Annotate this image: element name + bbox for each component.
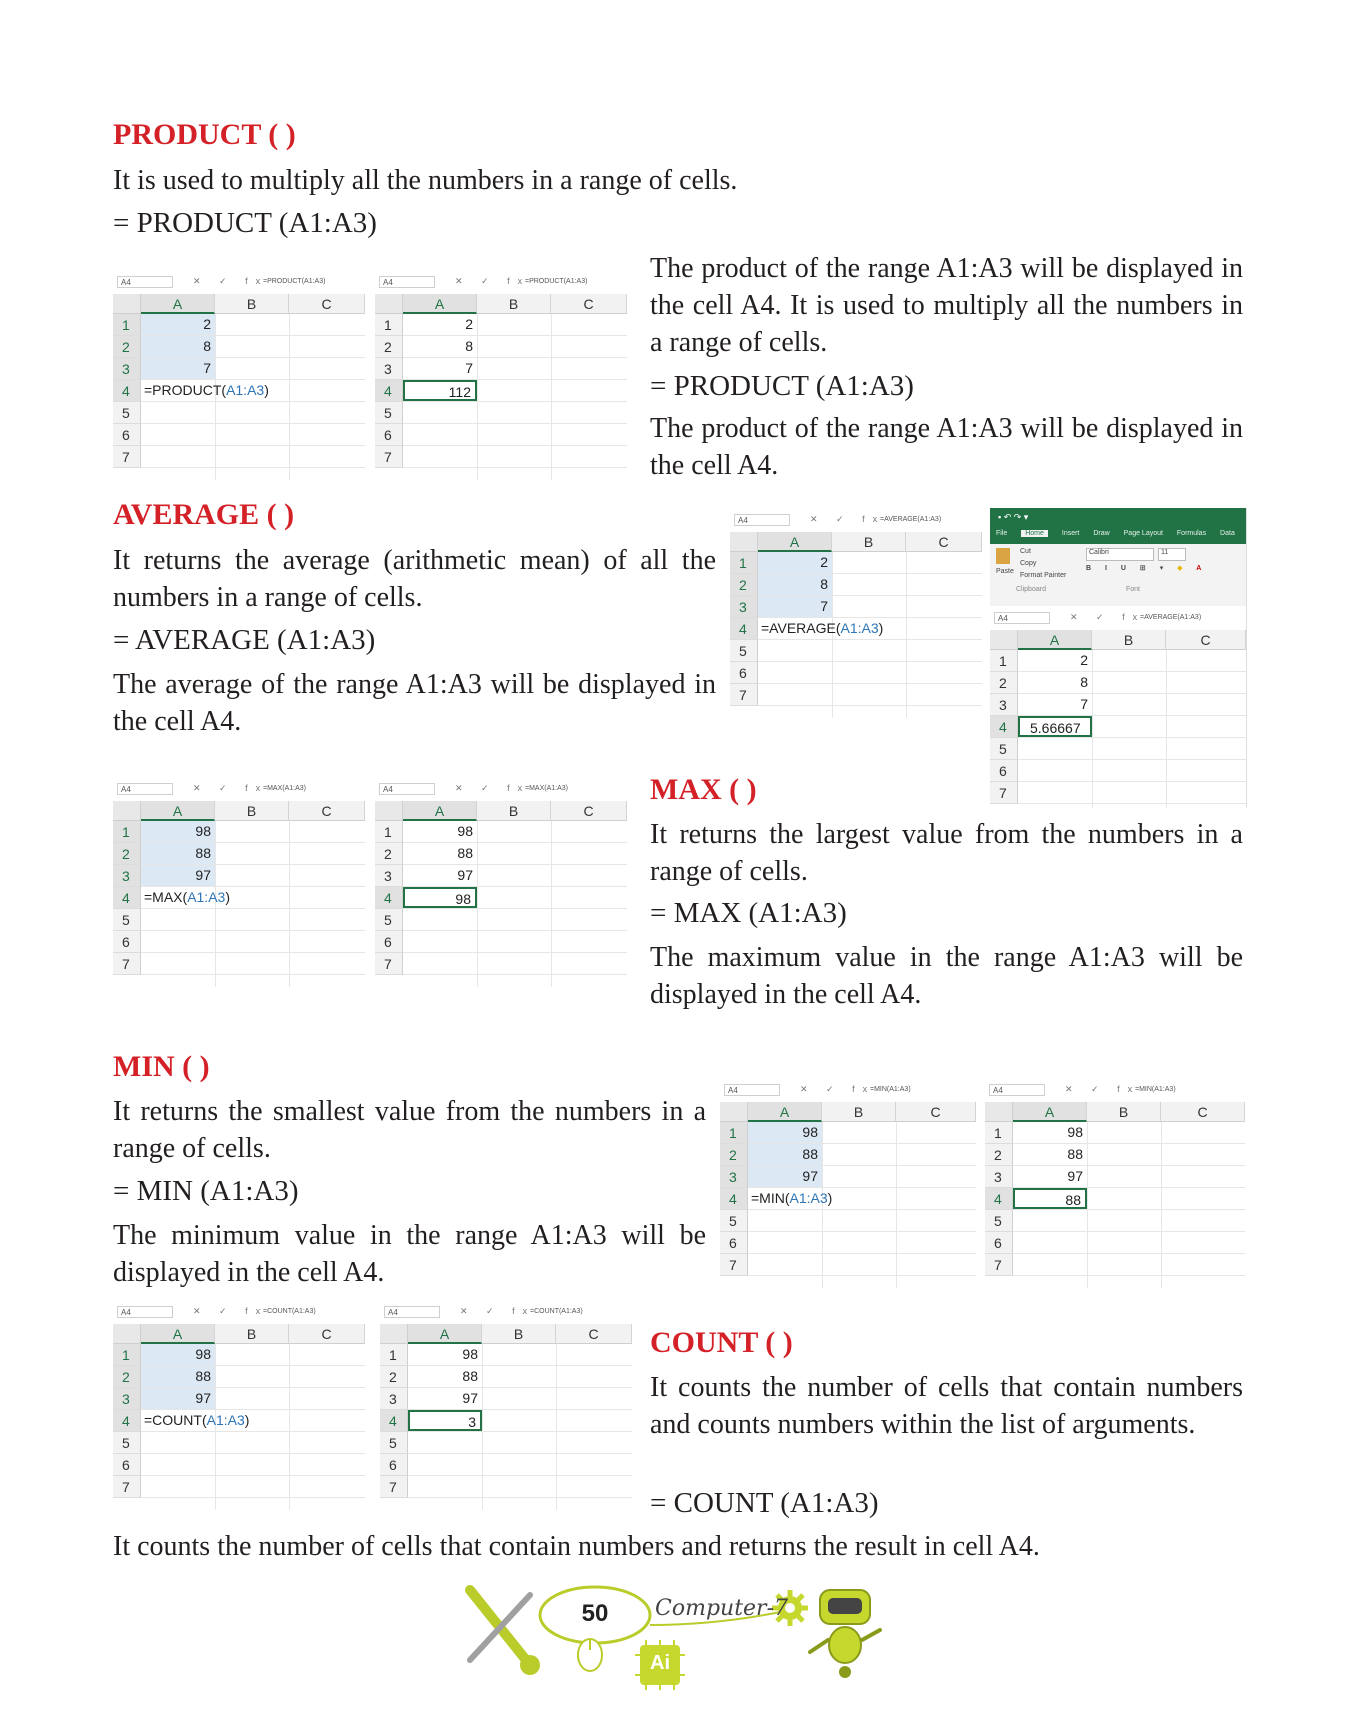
row-header[interactable]: 1 [380,1344,408,1366]
cell-a1[interactable]: 2 [141,314,215,335]
row-header[interactable]: 4 [380,1410,408,1432]
row-header[interactable]: 5 [985,1210,1013,1232]
formula-name: =COUNT( [144,1412,207,1428]
max-formula: = MAX (A1:A3) [650,897,847,929]
row-header[interactable]: 3 [720,1166,748,1188]
row-header[interactable]: 5 [113,909,141,931]
min-result-text: The minimum value in the range A1:A3 will be displayed in the cell A4. [113,1220,706,1288]
page-footer [460,1580,900,1710]
cell-a3[interactable]: 7 [758,596,832,617]
ai-badge: Ai [650,1652,670,1674]
column-header-b[interactable]: B [477,294,551,314]
cell-a2[interactable]: 88 [141,1366,215,1387]
select-all-corner[interactable] [113,294,141,314]
column-header-c[interactable]: C [289,801,365,821]
formula-ref: A1:A3 [206,1412,245,1428]
formula-name: =PRODUCT( [144,382,227,398]
column-header-a[interactable]: A [758,532,832,552]
mouse-icon [578,1639,602,1671]
average-description: It returns the average (arithmetic mean) of all the numbers in a range of cells. [113,545,716,613]
cell-a1[interactable]: 98 [748,1122,822,1143]
row-header[interactable]: 2 [113,1366,141,1388]
row-header[interactable]: 4 [113,380,141,402]
max-sheet-result [375,777,627,987]
ribbon-title-bar [990,508,1246,544]
formula-text[interactable]: =MAX(A1:A3) [525,785,568,792]
formula-text[interactable]: =MIN(A1:A3) [870,1086,911,1093]
row-header[interactable]: 1 [375,314,403,336]
row-header[interactable]: 7 [113,953,141,975]
cell-a2[interactable]: 8 [758,574,832,595]
row-header[interactable]: 2 [375,843,403,865]
min-formula: = MIN (A1:A3) [113,1175,299,1207]
paste-button[interactable]: Paste [996,568,1014,575]
column-header-c[interactable]: C [1161,1102,1245,1122]
column-header-a[interactable]: A [1018,630,1092,650]
cell-a2[interactable]: 8 [1080,674,1088,690]
font-label: Font [1126,586,1141,593]
formula-ref: A1:A3 [840,620,879,636]
row-header[interactable]: 6 [113,1454,141,1476]
row-header[interactable]: 7 [730,684,758,706]
row-header[interactable]: 4 [375,887,403,909]
font-name-select[interactable]: Calibri [1086,548,1154,561]
row-header[interactable]: 3 [113,1388,141,1410]
formula-icons: ✕ ✓ fx [193,276,269,286]
count-sheet-result [380,1300,632,1510]
cell-a3[interactable]: 97 [457,867,473,883]
product-sheet-formula [113,270,365,480]
cell-a1[interactable]: 2 [465,316,473,332]
cell-a3[interactable]: 97 [462,1390,478,1406]
column-header-c[interactable]: C [1166,630,1246,650]
name-box[interactable]: A4 [379,276,435,288]
cell-a3[interactable]: 7 [465,360,473,376]
robot-icon [810,1590,880,1678]
column-header-b[interactable]: B [215,1324,289,1344]
formula-icons: ✕ ✓ fx [455,783,531,793]
row-header[interactable]: 2 [380,1366,408,1388]
select-all-corner[interactable] [730,532,758,552]
count-formula: = COUNT (A1:A3) [650,1487,879,1519]
formula-icons: ✕ ✓ fx [1070,612,1146,622]
row-header[interactable]: 7 [375,446,403,468]
row-header[interactable]: 7 [113,446,141,468]
cell-a4-result[interactable]: 112 [403,380,477,401]
row-header[interactable]: 6 [375,424,403,446]
min-description: It returns the smallest value from the numbers in a range of cells. [113,1096,706,1164]
row-header[interactable]: 3 [380,1388,408,1410]
cell-a1[interactable]: 98 [141,821,215,842]
row-header[interactable]: 3 [990,694,1018,716]
column-header-b[interactable]: B [215,294,289,314]
formula-ref: A1:A3 [789,1190,828,1206]
row-header[interactable]: 6 [985,1232,1013,1254]
select-all-corner[interactable] [113,801,141,821]
column-header-a[interactable]: A [403,294,477,314]
count-description: It counts the number of cells that contain numbers and counts numbers within the list of arguments. [650,1372,1243,1440]
count-sheet-formula [113,1300,365,1510]
column-header-a[interactable]: A [141,1324,215,1344]
column-header-b[interactable]: B [477,801,551,821]
formula-name: =MIN( [751,1190,790,1206]
row-header[interactable]: 5 [375,909,403,931]
cell-a4[interactable] [758,618,908,639]
cell-a1[interactable]: 98 [462,1346,478,1362]
excel-ribbon [990,508,1246,606]
row-header[interactable]: 7 [720,1254,748,1276]
formula-icons: ✕ ✓ fx [810,514,886,524]
formula-text[interactable]: =AVERAGE(A1:A3) [880,516,942,523]
average-formula: = AVERAGE (A1:A3) [113,624,376,656]
row-header[interactable]: 7 [380,1476,408,1498]
name-box[interactable]: A4 [117,276,173,288]
cell-a2[interactable]: 8 [465,338,473,354]
formula-bar [113,777,365,802]
min-sheet-result [985,1078,1245,1288]
formula-bar [990,606,1246,631]
row-header[interactable]: 2 [113,336,141,358]
row-header[interactable]: 6 [730,662,758,684]
name-box[interactable]: A4 [379,783,435,795]
column-header-c[interactable]: C [551,801,627,821]
cell-a2[interactable]: 88 [748,1144,822,1165]
cell-a3[interactable]: 7 [1080,696,1088,712]
name-box[interactable]: A4 [384,1306,440,1318]
formula-bar [985,1078,1245,1103]
cell-a3[interactable]: 7 [141,358,215,379]
row-header[interactable]: 3 [375,358,403,380]
formula-bar [720,1078,976,1103]
row-header[interactable]: 3 [730,596,758,618]
cell-a4-result[interactable]: 5.66667 [1018,716,1092,737]
min-sheet-formula [720,1078,976,1288]
cell-a4[interactable] [141,1410,281,1431]
name-box[interactable]: A4 [994,612,1050,624]
formula-text[interactable]: =MIN(A1:A3) [1135,1086,1176,1093]
tab-home[interactable]: Home [1021,530,1048,537]
row-header[interactable]: 1 [730,552,758,574]
tab-formulas[interactable]: Formulas [1176,530,1207,537]
average-result-text: The average of the range A1:A3 will be displayed in the cell A4. [113,669,716,737]
product-description: It is used to multiply all the numbers in a range of cells. [113,165,738,196]
formula-icons: ✕ ✓ fx [193,1306,269,1316]
formula-bar [380,1300,632,1325]
name-box[interactable]: A4 [989,1084,1045,1096]
name-box[interactable]: A4 [117,783,173,795]
cell-a4[interactable] [141,380,281,401]
average-sheet-formula [730,508,982,718]
select-all-corner[interactable] [375,294,403,314]
select-all-corner[interactable] [990,630,1018,650]
column-header-b[interactable]: B [832,532,906,552]
row-header[interactable]: 6 [113,931,141,953]
bold-italic-underline-icons[interactable]: B I U ⊞ ▾ ◆ A [1086,565,1208,572]
row-header[interactable]: 5 [730,640,758,662]
column-header-c[interactable]: C [551,294,627,314]
tab-file[interactable]: File [996,530,1008,537]
formula-text[interactable]: =PRODUCT(A1:A3) [263,278,326,285]
font-size-select[interactable]: 11 [1158,548,1186,561]
formula-end: ) [225,889,230,905]
row-header[interactable]: 3 [375,865,403,887]
column-header-c[interactable]: C [906,532,982,552]
row-header[interactable]: 1 [375,821,403,843]
row-header[interactable]: 1 [990,650,1018,672]
row-header[interactable]: 7 [375,953,403,975]
ribbon-tabs [990,530,1246,544]
formula-ref: A1:A3 [187,889,226,905]
column-header-a[interactable]: A [748,1102,822,1122]
formula-icons: ✕ ✓ fx [455,276,531,286]
name-box[interactable]: A4 [724,1084,780,1096]
row-header[interactable]: 1 [720,1122,748,1144]
cell-a2[interactable]: 88 [141,843,215,864]
cell-a3[interactable]: 97 [1067,1168,1083,1184]
formula-end: ) [878,620,884,636]
row-header[interactable]: 6 [113,424,141,446]
min-heading: MIN ( ) [113,1050,210,1083]
column-header-b[interactable]: B [482,1324,556,1344]
cell-a4[interactable] [141,887,281,908]
column-header-b[interactable]: B [822,1102,896,1122]
column-header-b[interactable]: B [1087,1102,1161,1122]
cell-a3[interactable]: 97 [141,1388,215,1409]
column-header-c[interactable]: C [289,1324,365,1344]
clipboard-label: Clipboard [1016,586,1046,593]
row-header[interactable]: 5 [380,1432,408,1454]
max-result-text: The maximum value in the range A1:A3 will be displayed in the cell A4. [650,942,1243,1010]
select-all-corner[interactable] [985,1102,1013,1122]
formula-icons: ✕ ✓ fx [193,783,269,793]
row-header[interactable]: 5 [720,1210,748,1232]
tab-page-layout[interactable]: Page Layout [1123,530,1163,537]
count-heading: COUNT ( ) [650,1326,793,1359]
formula-icons: ✕ ✓ fx [1065,1084,1141,1094]
cell-a1[interactable]: 2 [1080,652,1088,668]
row-header[interactable]: 1 [985,1122,1013,1144]
book-title: Computer-7 [655,1596,788,1621]
column-header-b[interactable]: B [1092,630,1166,650]
column-header-a[interactable]: A [141,801,215,821]
row-header[interactable]: 7 [985,1254,1013,1276]
formula-end: ) [827,1190,833,1206]
cell-a3[interactable]: 97 [748,1166,822,1187]
max-heading: MAX ( ) [650,773,757,806]
column-header-a[interactable]: A [408,1324,482,1344]
cell-a4-result[interactable]: 88 [1013,1188,1087,1209]
row-header[interactable]: 2 [720,1144,748,1166]
formula-bar [730,508,982,533]
row-header[interactable]: 1 [113,1344,141,1366]
row-header[interactable]: 3 [113,865,141,887]
formula-text[interactable]: =MAX(A1:A3) [263,785,306,792]
page-number: 50 [581,1600,609,1627]
select-all-corner[interactable] [380,1324,408,1344]
formula-text[interactable]: =COUNT(A1:A3) [263,1308,316,1315]
format-painter-button[interactable]: Format Painter [1020,572,1067,579]
formula-text[interactable]: =PRODUCT(A1:A3) [525,278,588,285]
row-header[interactable]: 7 [990,782,1018,804]
cell-a4-result[interactable]: 3 [408,1410,482,1431]
formula-ref: A1:A3 [226,382,265,398]
formula-bar [375,270,627,295]
row-header[interactable]: 4 [375,380,403,402]
column-header-a[interactable]: A [403,801,477,821]
row-header[interactable]: 1 [113,821,141,843]
tools-icon [470,1590,540,1675]
quick-access-icons[interactable]: ▪ ↶ ↷ ▾ [998,512,1029,522]
row-header[interactable]: 7 [113,1476,141,1498]
product-formula: = PRODUCT (A1:A3) [113,207,377,239]
formula-text[interactable]: =COUNT(A1:A3) [530,1308,583,1315]
cell-a3[interactable]: 97 [141,865,215,886]
cell-a1[interactable]: 98 [141,1344,215,1365]
row-header[interactable]: 5 [113,402,141,424]
row-header[interactable]: 3 [985,1166,1013,1188]
row-header[interactable]: 6 [990,760,1018,782]
row-header[interactable]: 6 [380,1454,408,1476]
row-header[interactable]: 3 [113,358,141,380]
cell-a2[interactable]: 88 [1067,1146,1083,1162]
row-header[interactable]: 2 [985,1144,1013,1166]
select-all-corner[interactable] [113,1324,141,1344]
average-sheet-result [990,508,1247,808]
product-side-text-1: The product of the range A1:A3 will be displayed in the cell A4. It is used to multiply all the numbers in a range of cells. [650,253,1243,358]
formula-name: =MAX( [144,889,188,905]
cell-a4[interactable] [748,1188,888,1209]
row-header[interactable]: 5 [113,1432,141,1454]
name-box[interactable]: A4 [734,514,790,526]
product-sheet-result [375,270,627,480]
product-heading: PRODUCT ( ) [113,118,296,151]
row-header[interactable]: 4 [990,716,1018,738]
max-sheet-formula [113,777,365,987]
tab-draw[interactable]: Draw [1093,530,1110,537]
row-header[interactable]: 2 [375,336,403,358]
row-header[interactable]: 6 [375,931,403,953]
row-header[interactable]: 5 [375,402,403,424]
formula-bar [375,777,627,802]
row-header[interactable]: 6 [720,1232,748,1254]
count-result-text: It counts the number of cells that contain numbers and returns the result in cell A4. [113,1531,1040,1562]
cell-a4-result[interactable]: 98 [403,887,477,908]
product-side-formula: = PRODUCT (A1:A3) [650,370,914,402]
row-header[interactable]: 4 [113,887,141,909]
cell-a2[interactable]: 88 [462,1368,478,1384]
row-header[interactable]: 2 [113,843,141,865]
formula-bar [113,270,365,295]
cut-button[interactable]: Cut [1020,548,1031,555]
cell-a1[interactable]: 98 [457,823,473,839]
formula-bar [113,1300,365,1325]
column-header-c[interactable]: C [556,1324,632,1344]
cell-a1[interactable]: 2 [758,552,832,573]
formula-icons: ✕ ✓ fx [800,1084,876,1094]
formula-icons: ✕ ✓ fx [460,1306,536,1316]
formula-name: =AVERAGE( [761,620,841,636]
row-header[interactable]: 4 [720,1188,748,1210]
row-header[interactable]: 4 [113,1410,141,1432]
formula-end: ) [264,382,269,398]
column-header-c[interactable]: C [896,1102,976,1122]
tab-data[interactable]: Data [1220,530,1235,537]
paste-icon [996,548,1010,564]
column-header-a[interactable]: A [141,294,215,314]
row-header[interactable]: 4 [730,618,758,640]
formula-text[interactable]: =AVERAGE(A1:A3) [1140,614,1202,621]
formula-end: ) [244,1412,250,1428]
cell-a2[interactable]: 88 [457,845,473,861]
max-description: It returns the largest value from the numbers in a range of cells. [650,819,1243,887]
product-side-text-2: The product of the range A1:A3 will be displayed in the cell A4. [650,413,1243,481]
row-header[interactable]: 4 [985,1188,1013,1210]
row-header[interactable]: 2 [730,574,758,596]
row-header[interactable]: 1 [113,314,141,336]
select-all-corner[interactable] [720,1102,748,1122]
cell-a1[interactable]: 98 [1067,1124,1083,1140]
row-header[interactable]: 2 [990,672,1018,694]
row-header[interactable]: 5 [990,738,1018,760]
copy-button[interactable]: Copy [1020,560,1037,567]
select-all-corner[interactable] [375,801,403,821]
cell-a2[interactable]: 8 [141,336,215,357]
column-header-c[interactable]: C [289,294,365,314]
average-heading: AVERAGE ( ) [113,498,295,531]
name-box[interactable]: A4 [117,1306,173,1318]
tab-insert[interactable]: Insert [1061,530,1080,537]
column-header-b[interactable]: B [215,801,289,821]
column-header-a[interactable]: A [1013,1102,1087,1122]
